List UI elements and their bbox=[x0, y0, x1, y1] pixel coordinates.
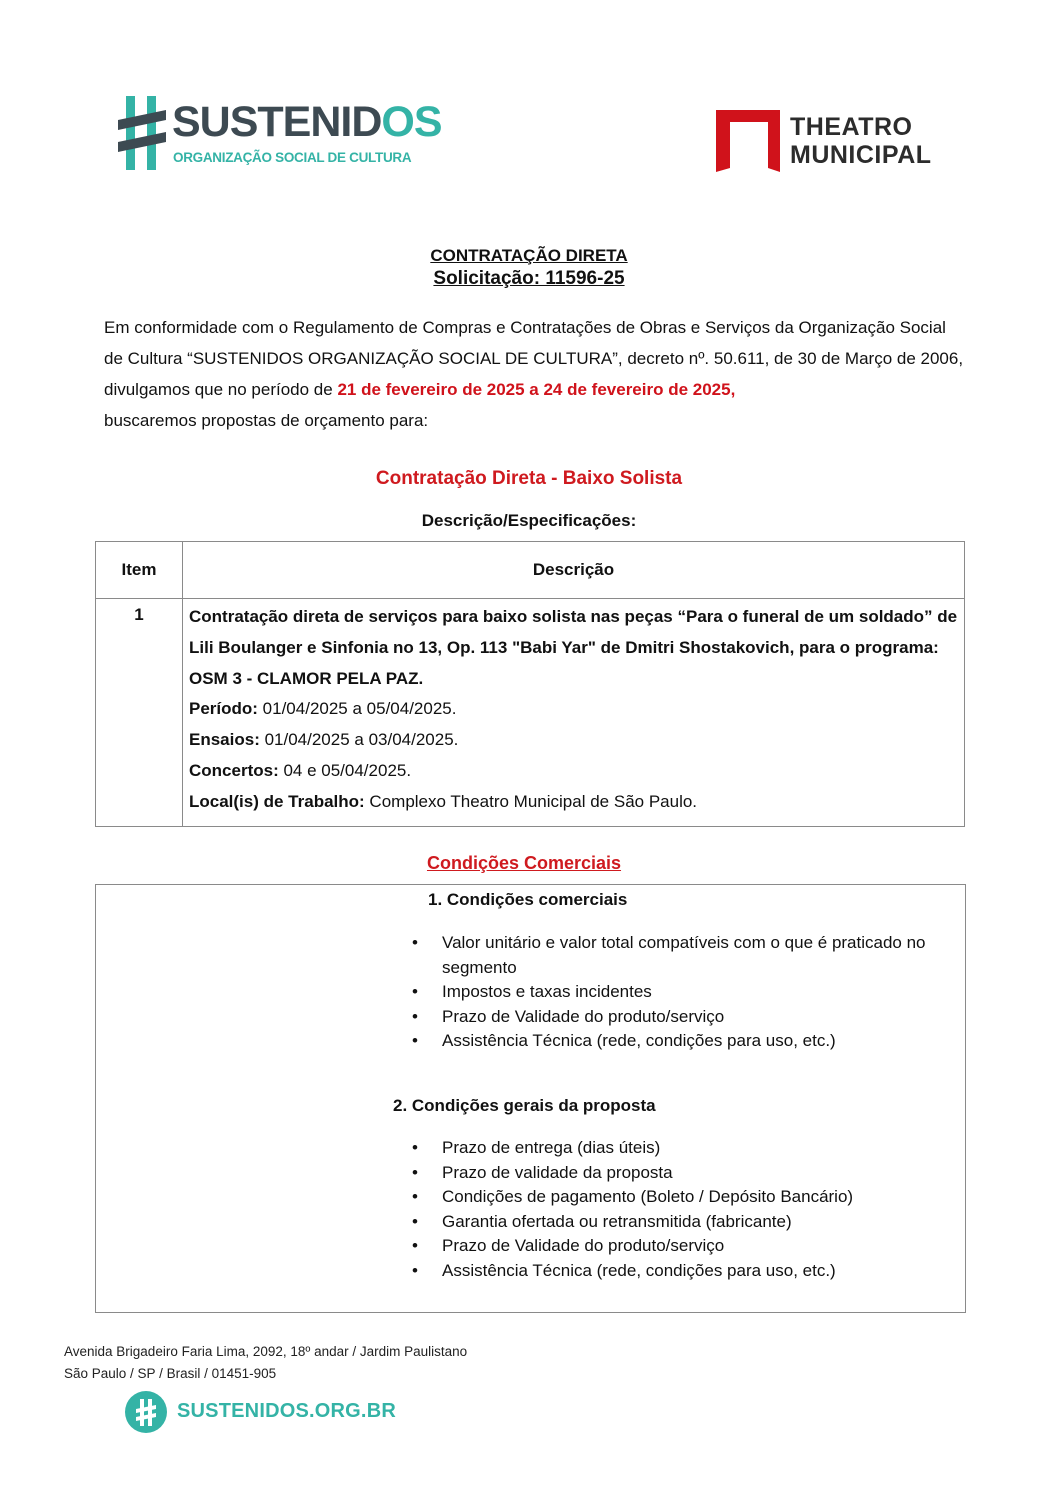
sustenidos-logo bbox=[118, 96, 442, 170]
concertos-line: Concertos: 04 e 05/04/2025. bbox=[189, 760, 412, 780]
hash-icon bbox=[125, 1391, 167, 1433]
ensaios-line: Ensaios: 01/04/2025 a 03/04/2025. bbox=[189, 730, 459, 750]
list-item: • Impostos e taxas incidentes bbox=[442, 980, 962, 1005]
bullet-icon: • bbox=[412, 1236, 418, 1256]
row-description bbox=[183, 599, 965, 827]
conditions-list-2 bbox=[412, 1136, 962, 1284]
section-title: Contratação Direta - Baixo Solista bbox=[375, 468, 683, 489]
bullet-icon: • bbox=[412, 1031, 418, 1051]
intro-paragraph bbox=[104, 312, 964, 436]
spec-table bbox=[95, 541, 965, 827]
footer-circle bbox=[125, 1391, 167, 1433]
list-item: • Valor unitário e valor total compatíveis com o que é praticado no segmento bbox=[412, 933, 926, 977]
theatro-municipal-logo bbox=[716, 108, 956, 174]
header-description: Descrição bbox=[183, 542, 965, 599]
bullet-icon: • bbox=[412, 933, 418, 952]
list-item: • Condições de pagamento (Boleto / Depósito Bancário) bbox=[442, 1185, 962, 1210]
list-item: • Prazo de validade da proposta bbox=[442, 1161, 962, 1186]
bullet-icon: • bbox=[412, 982, 418, 1002]
list-item: • Garantia ofertada ou retransmitida (fabricante) bbox=[442, 1210, 962, 1235]
intro-text-end: buscaremos propostas de orçamento para: bbox=[104, 411, 429, 430]
header-item: Item bbox=[96, 542, 183, 599]
list-item: • Assistência Técnica (rede, condições para uso, etc.) bbox=[442, 1029, 962, 1054]
sustenidos-wordmark: SUSTENIDOS bbox=[172, 98, 442, 146]
description-label: Descrição/Especificações: bbox=[421, 511, 637, 530]
bullet-icon: • bbox=[412, 1006, 418, 1026]
page-title: CONTRATAÇÃO DIRETA bbox=[430, 246, 628, 265]
footer-address-line1: Avenida Brigadeiro Faria Lima, 2092, 18º andar / Jardim Paulistano bbox=[64, 1344, 468, 1359]
conditions-title: Condições Comerciais bbox=[426, 853, 622, 873]
conditions-heading-1: 1. Condições comerciais bbox=[428, 890, 628, 909]
conditions-list-1 bbox=[412, 931, 962, 1054]
bullet-icon: • bbox=[412, 1211, 418, 1231]
sustenidos-subtitle: ORGANIZAÇÃO SOCIAL DE CULTURA bbox=[173, 150, 412, 165]
list-item: • Prazo de Validade do produto/serviço bbox=[442, 1234, 962, 1259]
theatro-frame-icon bbox=[716, 108, 780, 172]
footer-url[interactable]: SUSTENIDOS.ORG.BR bbox=[177, 1400, 396, 1422]
table-header-row bbox=[96, 542, 965, 599]
hash-icon bbox=[118, 96, 166, 170]
periodo-line: Período: 01/04/2025 a 05/04/2025. bbox=[189, 699, 457, 719]
list-item: • Assistência Técnica (rede, condições para uso, etc.) bbox=[442, 1259, 962, 1284]
bullet-icon: • bbox=[412, 1260, 418, 1280]
footer-website-logo[interactable] bbox=[125, 1391, 396, 1435]
row-item: 1 bbox=[96, 599, 183, 827]
request-number: Solicitação: 11596-25 bbox=[433, 268, 625, 289]
bullet-icon: • bbox=[412, 1187, 418, 1207]
local-line: Local(is) de Trabalho: Complexo Theatro Municipal de São Paulo. bbox=[189, 791, 698, 811]
footer-address-line2: São Paulo / SP / Brasil / 01451-905 bbox=[64, 1366, 277, 1381]
conditions-box bbox=[95, 884, 966, 1313]
bullet-icon: • bbox=[412, 1162, 418, 1182]
list-item: • Prazo de entrega (dias úteis) bbox=[442, 1136, 962, 1161]
service-description: Contratação direta de serviços para baixo solista nas peças “Para o funeral de um soldado” de Lili Boulanger e Sinfonia no 13, Op. 113 "Babi Yar" de Dmitri Shostakovich, para o programa: OSM 3 - CLAMOR PELA PAZ. bbox=[189, 607, 958, 688]
intro-period: 21 de fevereiro de 2025 a 24 de fevereiro de 2025, bbox=[337, 380, 736, 399]
theatro-line2: MUNICIPAL bbox=[790, 141, 932, 169]
theatro-line1: THEATRO bbox=[790, 113, 913, 141]
bullet-icon: • bbox=[412, 1138, 418, 1157]
intro-text: Em conformidade com o Regulamento de Compras e Contratações de Obras e Serviços da Organização Social de Cultura “SUSTENIDOS ORGANIZAÇÃO SOCIAL DE CULTURA”, decreto nº. 50.611, de 30 de Março de 2006, divulgamos que no período de bbox=[104, 318, 964, 399]
list-item: • Prazo de Validade do produto/serviço bbox=[442, 1005, 962, 1030]
table-row bbox=[96, 599, 965, 827]
conditions-heading-2: 2. Condições gerais da proposta bbox=[393, 1096, 656, 1115]
